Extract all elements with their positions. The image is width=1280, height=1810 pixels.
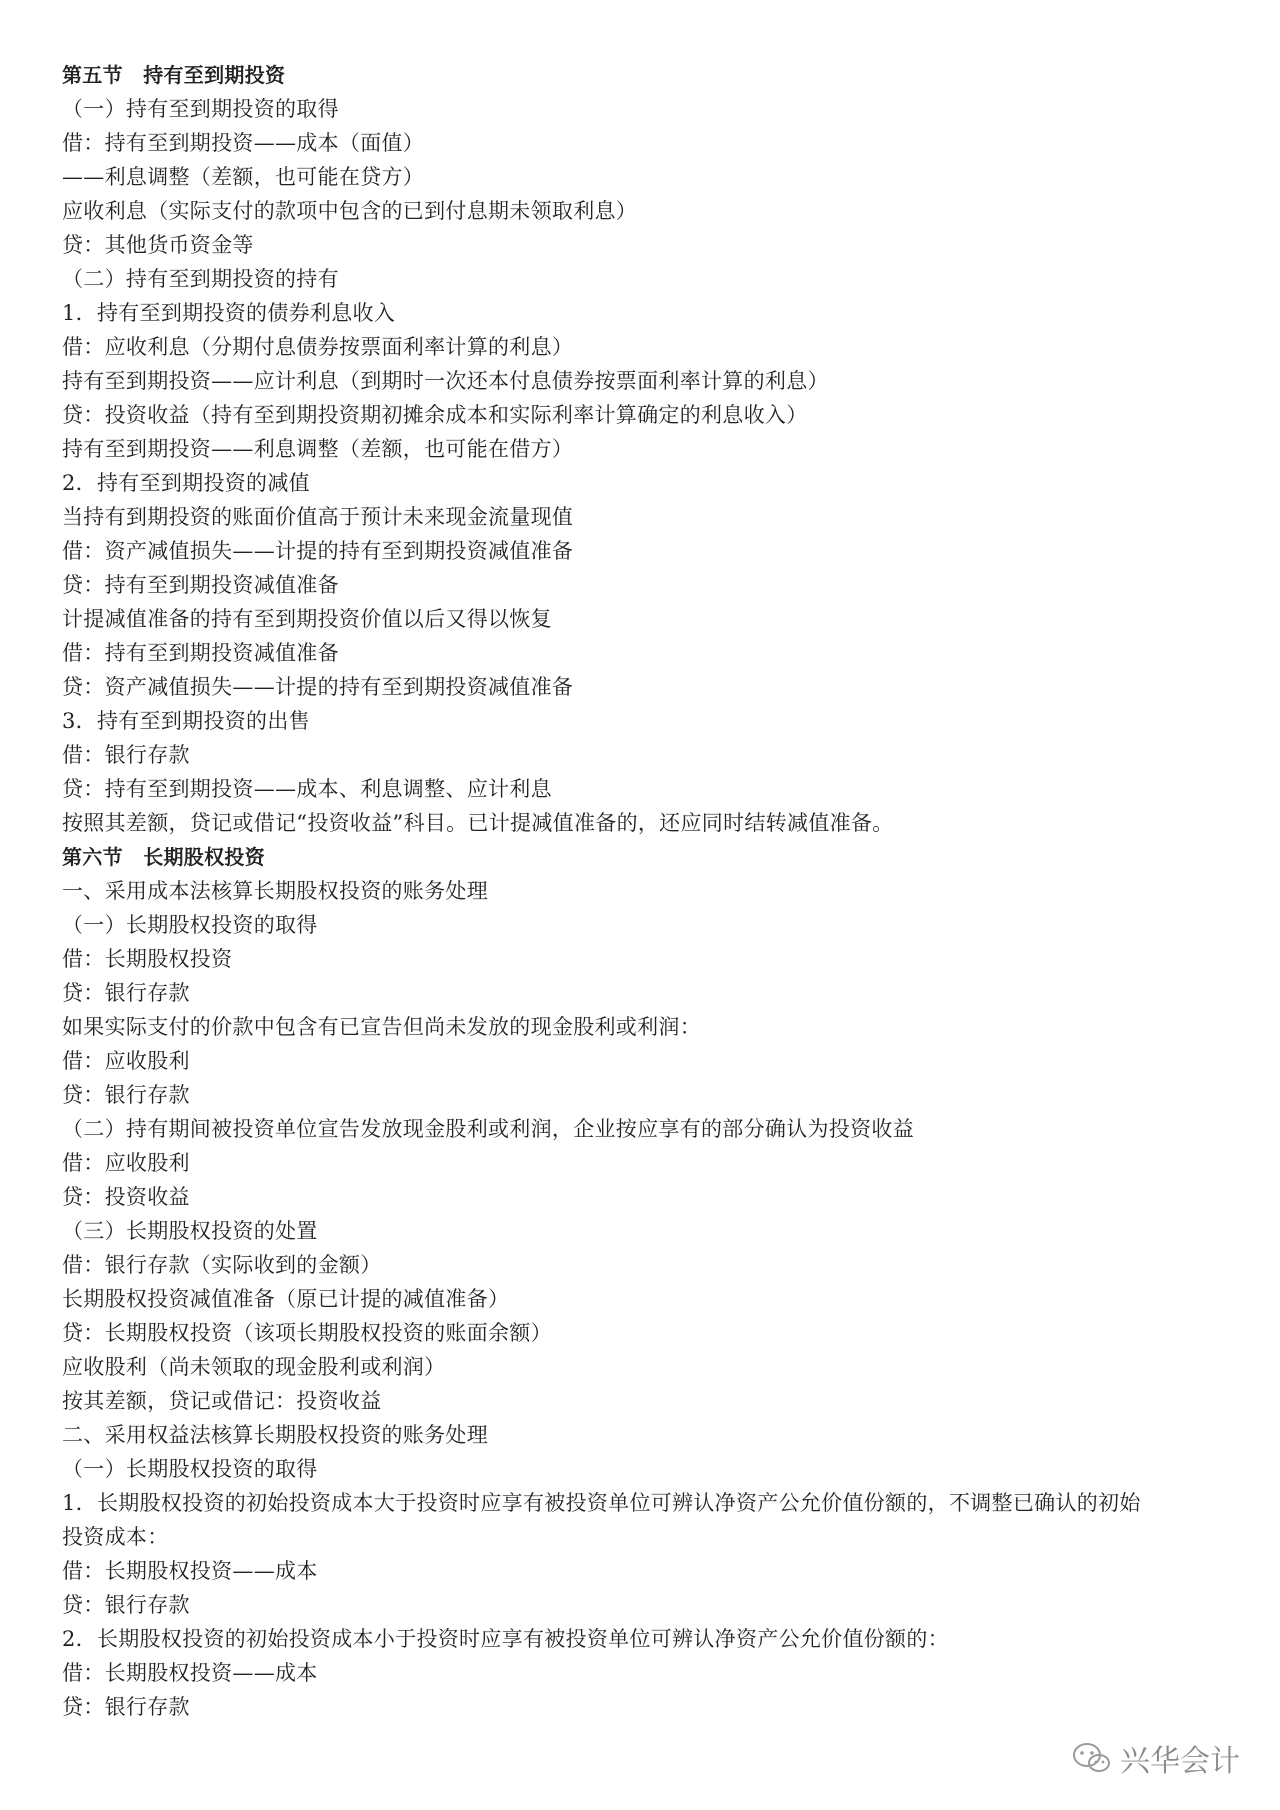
text-line: 2．持有至到期投资的减值: [62, 471, 310, 495]
text-line: 贷：银行存款: [62, 981, 190, 1005]
text-line: 1．长期股权投资的初始投资成本大于投资时应享有被投资单位可辨认净资产公允价值份额的，不调整已确认的初始: [62, 1491, 1141, 1515]
text-line: ——利息调整（差额，也可能在贷方）: [62, 165, 425, 189]
document-body: [62, 58, 1222, 1724]
text-line: 当持有到期投资的账面价值高于预计未来现金流量现值: [62, 505, 574, 529]
text-line: 二、采用权益法核算长期股权投资的账务处理: [62, 1423, 488, 1447]
text-line: （三）长期股权投资的处置: [62, 1219, 318, 1243]
text-line: 贷：银行存款: [62, 1083, 190, 1107]
text-line: 按其差额，贷记或借记：投资收益: [62, 1389, 382, 1413]
text-line: 3．持有至到期投资的出售: [62, 709, 310, 733]
text-line: 贷：投资收益: [62, 1185, 190, 1209]
text-line: （一）持有至到期投资的取得: [62, 97, 339, 121]
text-line: 借：长期股权投资——成本: [62, 1661, 318, 1685]
text-line: 2．长期股权投资的初始投资成本小于投资时应享有被投资单位可辨认净资产公允价值份额的：: [62, 1627, 949, 1651]
section-heading: 第五节 持有至到期投资: [62, 63, 286, 87]
text-line: 一、采用成本法核算长期股权投资的账务处理: [62, 879, 488, 903]
text-line: 借：应收利息（分期付息债券按票面利率计算的利息）: [62, 335, 574, 359]
text-line: （二）持有期间被投资单位宣告发放现金股利或利润，企业按应享有的部分确认为投资收益: [62, 1117, 914, 1141]
text-line: 计提减值准备的持有至到期投资价值以后又得以恢复: [62, 607, 552, 631]
text-line: 借：持有至到期投资——成本（面值）: [62, 131, 425, 155]
text-line: 贷：持有至到期投资减值准备: [62, 573, 339, 597]
text-line: 持有至到期投资——利息调整（差额，也可能在借方）: [62, 437, 574, 461]
text-line: 应收利息（实际支付的款项中包含的已到付息期未领取利息）: [62, 199, 638, 223]
section-heading: 第六节 长期股权投资: [62, 845, 265, 869]
text-line: 1．持有至到期投资的债券利息收入: [62, 301, 396, 325]
text-line: 按照其差额，贷记或借记“投资收益”科目。已计提减值准备的，还应同时结转减值准备。: [62, 811, 894, 835]
text-line: 贷：银行存款: [62, 1695, 190, 1719]
watermark: [1072, 1736, 1240, 1780]
text-line: 投资成本：: [62, 1525, 169, 1549]
text-line: 贷：其他货币资金等: [62, 233, 254, 257]
text-line: 借：长期股权投资——成本: [62, 1559, 318, 1583]
text-line: 如果实际支付的价款中包含有已宣告但尚未发放的现金股利或利润：: [62, 1015, 701, 1039]
text-line: 应收股利（尚未领取的现金股利或利润）: [62, 1355, 446, 1379]
text-line: 借：银行存款: [62, 743, 190, 767]
text-line: 借：应收股利: [62, 1151, 190, 1175]
text-line: 持有至到期投资——应计利息（到期时一次还本付息债券按票面利率计算的利息）: [62, 369, 829, 393]
text-line: 长期股权投资减值准备（原已计提的减值准备）: [62, 1287, 510, 1311]
text-line: 贷：持有至到期投资——成本、利息调整、应计利息: [62, 777, 552, 801]
text-line: 贷：银行存款: [62, 1593, 190, 1617]
text-line: （二）持有至到期投资的持有: [62, 267, 339, 291]
text-line: （一）长期股权投资的取得: [62, 1457, 318, 1481]
wechat-icon: [1072, 1741, 1112, 1775]
text-line: （一）长期股权投资的取得: [62, 913, 318, 937]
text-line: 借：资产减值损失——计提的持有至到期投资减值准备: [62, 539, 574, 563]
text-line: 借：持有至到期投资减值准备: [62, 641, 339, 665]
text-line: 借：长期股权投资: [62, 947, 233, 971]
text-line: 贷：长期股权投资（该项长期股权投资的账面余额）: [62, 1321, 552, 1345]
document-lines: [62, 58, 1222, 1724]
text-line: 借：应收股利: [62, 1049, 190, 1073]
text-line: 贷：投资收益（持有至到期投资期初摊余成本和实际利率计算确定的利息收入）: [62, 403, 808, 427]
text-line: 借：银行存款（实际收到的金额）: [62, 1253, 382, 1277]
text-line: 贷：资产减值损失——计提的持有至到期投资减值准备: [62, 675, 574, 699]
watermark-text: 兴华会计: [1120, 1744, 1240, 1779]
